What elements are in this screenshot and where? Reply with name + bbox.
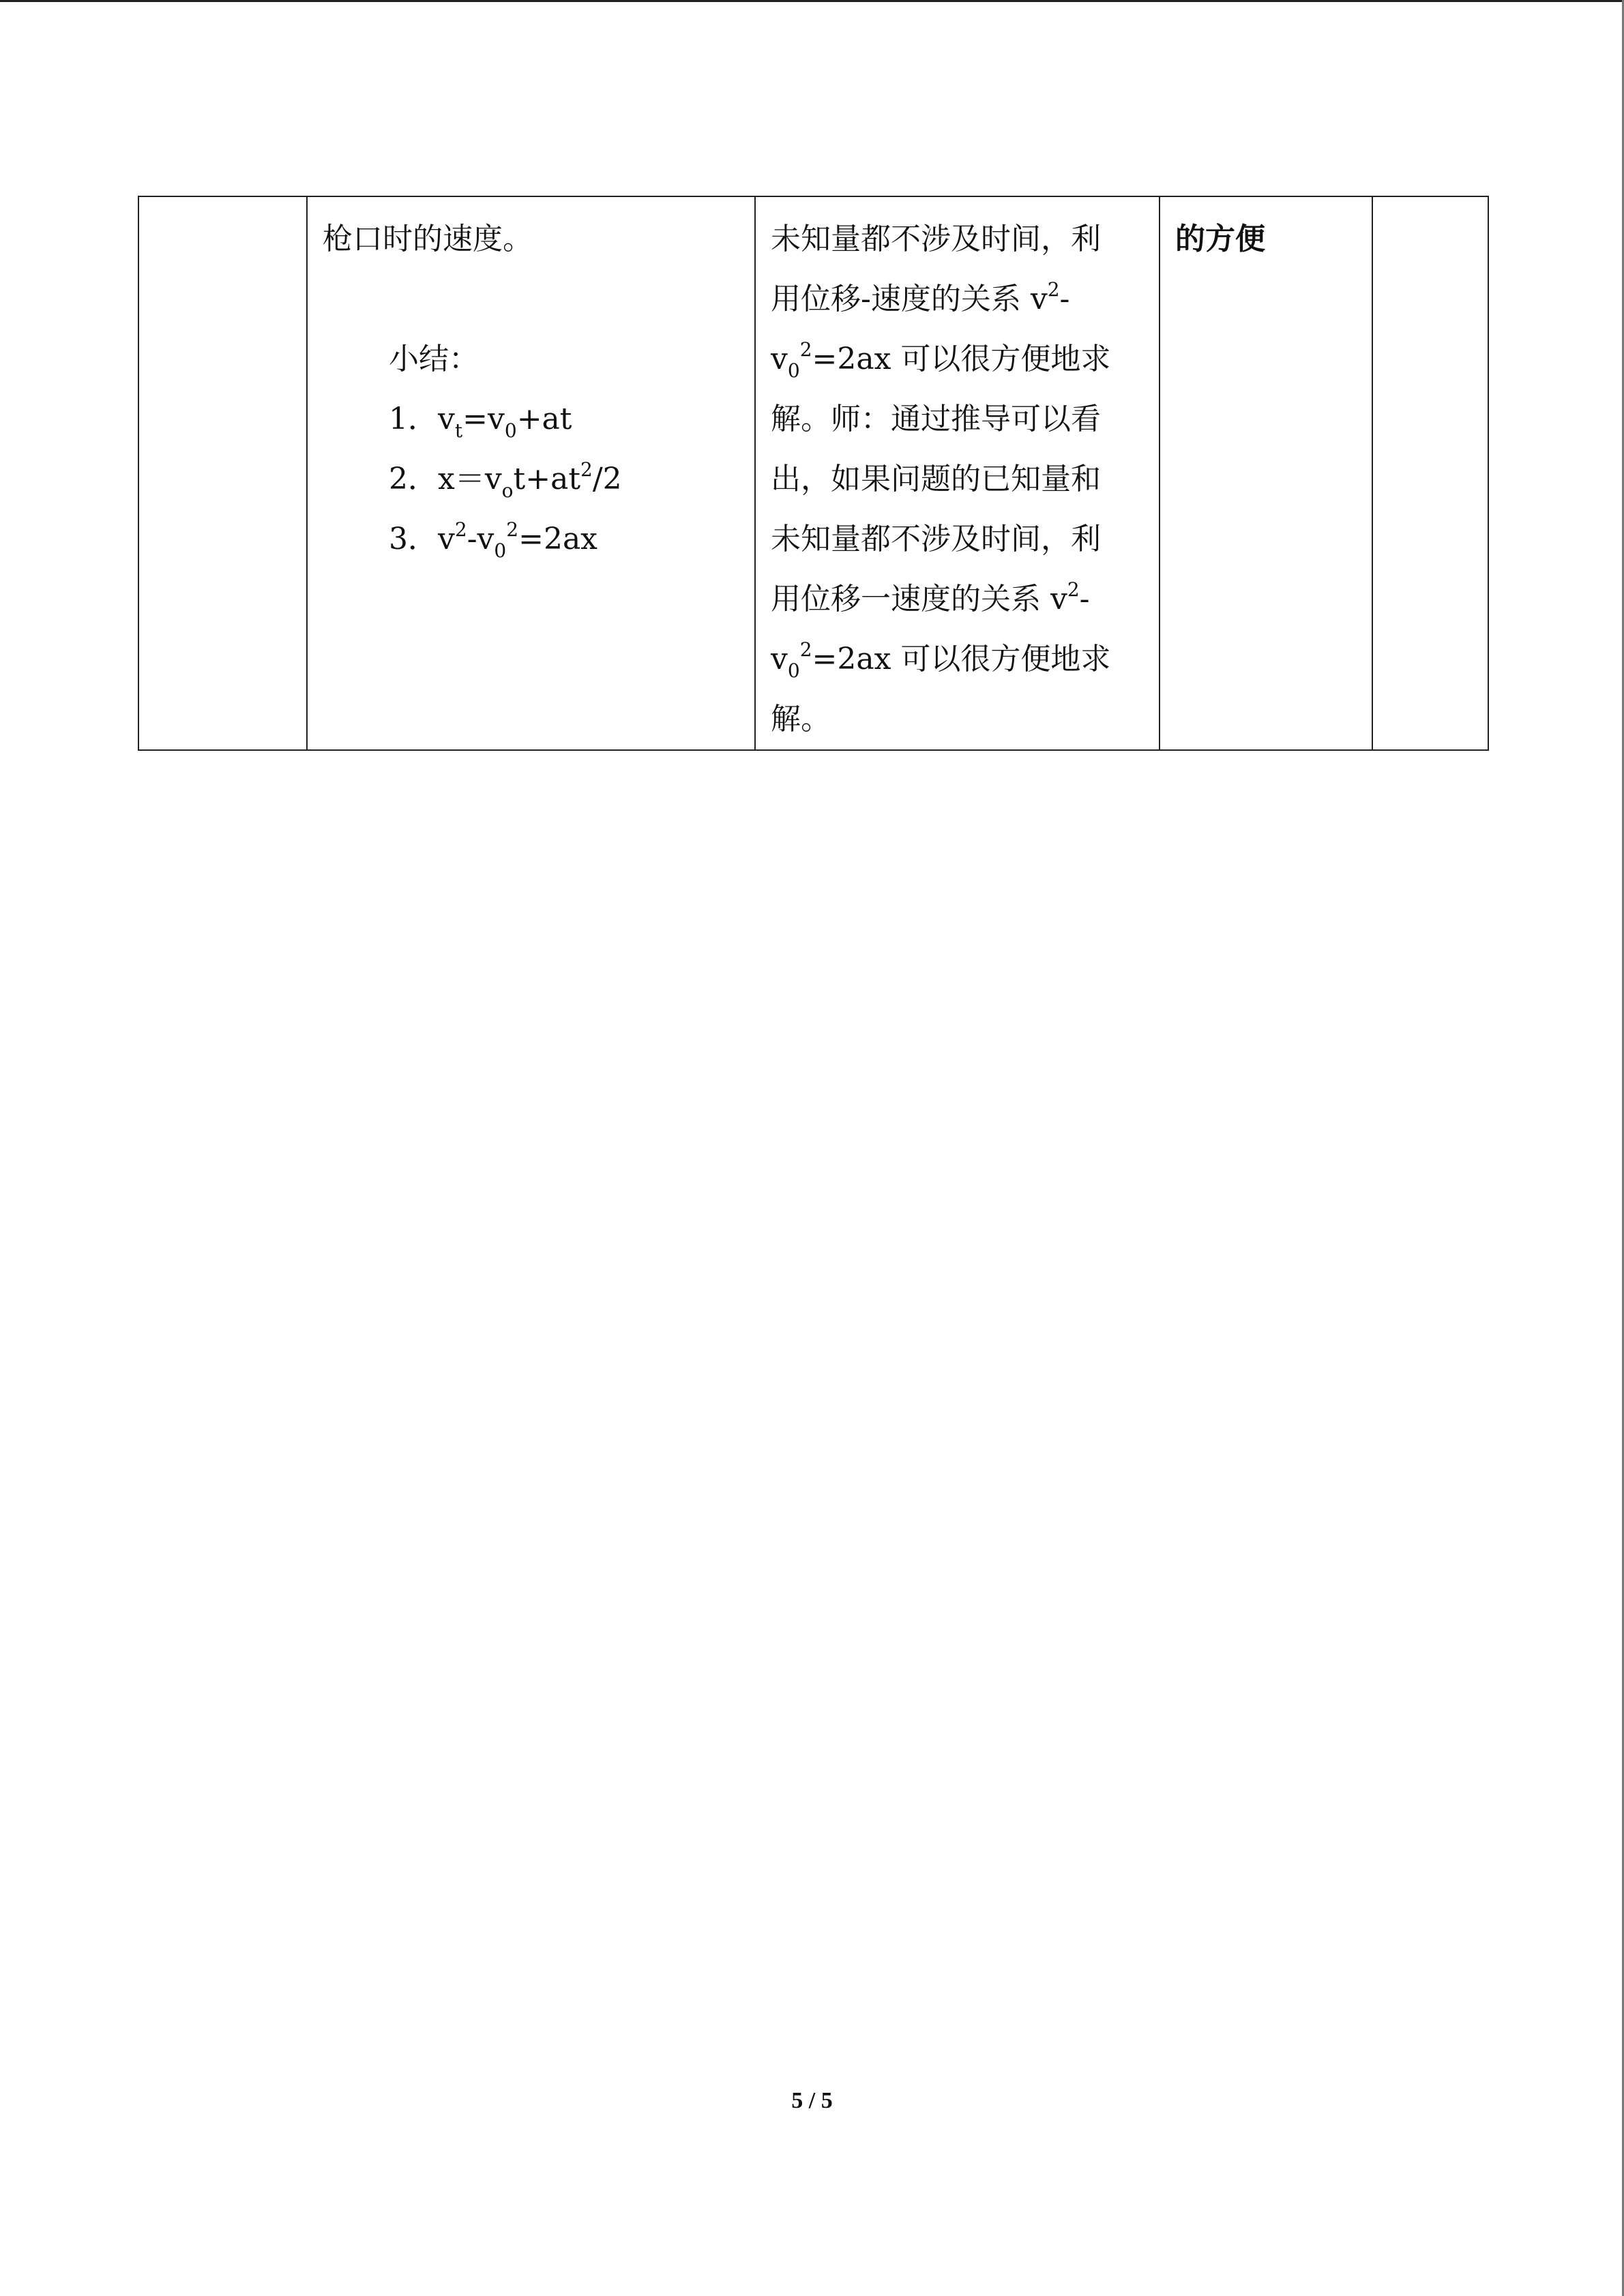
superscript: 2	[799, 638, 812, 661]
text-part: =2ax 可以很方便地求	[812, 642, 1111, 676]
formula-subscript: o	[501, 479, 514, 502]
text-part: 用位移一速度的关系 v	[771, 582, 1067, 616]
text-line: 出，如果问题的已知量和	[771, 462, 1101, 496]
formula-part: /2	[592, 462, 622, 496]
text-line: 未知量都不涉及时间，利	[771, 522, 1101, 556]
formula-part: =v	[462, 402, 505, 436]
table-cell-col4	[1160, 196, 1372, 750]
superscript: 2	[799, 338, 812, 361]
page-top-border	[0, 0, 1624, 2]
formula-number: 3．	[389, 522, 438, 556]
formula-3	[323, 509, 741, 569]
formula-part: v	[438, 522, 455, 556]
text-line: 未知量都不涉及时间，利	[771, 222, 1101, 256]
text-part: -	[1059, 282, 1070, 316]
subscript: 0	[787, 359, 800, 382]
text-part: 用位移-速度的关系 v	[771, 282, 1048, 316]
formula-subscript: 0	[494, 539, 507, 562]
formula-part: =2ax	[518, 522, 597, 556]
formula-subscript: t	[454, 419, 463, 442]
formula-subscript: 0	[504, 419, 517, 442]
formula-part: -v	[467, 522, 494, 556]
formula-superscript: 2	[580, 458, 593, 481]
text-line: 解。师：通过推导可以看	[771, 402, 1101, 436]
formula-number: 2．	[389, 462, 438, 496]
text-part: =2ax 可以很方便地求	[812, 342, 1111, 376]
text-line	[771, 269, 1145, 329]
lesson-table	[138, 196, 1489, 751]
formula-part: t+at	[513, 462, 580, 496]
formula-2	[323, 449, 741, 509]
text-part: v	[771, 342, 788, 376]
superscript: 2	[1047, 278, 1060, 301]
text-part: -	[1079, 582, 1090, 616]
table-cell-col1	[138, 196, 307, 750]
summary-title: 小结：	[389, 342, 479, 376]
formula-1	[323, 389, 741, 449]
text-line: 的方便	[1175, 222, 1265, 256]
formula-superscript: 2	[506, 518, 519, 541]
text-part: v	[771, 642, 788, 676]
text-line	[771, 329, 1145, 389]
table-cell-col2	[307, 196, 755, 750]
text-line: 枪口时的速度。	[323, 222, 533, 256]
formula-part: v	[438, 402, 455, 436]
table-cell-col5	[1372, 196, 1488, 750]
superscript: 2	[1067, 578, 1080, 601]
text-line	[771, 569, 1145, 629]
page-number: 5 / 5	[791, 2088, 833, 2113]
formula-part: x＝v	[438, 462, 502, 496]
table-row	[138, 196, 1488, 750]
subscript: 0	[787, 659, 800, 682]
formula-number: 1．	[389, 402, 438, 436]
text-line: 解。	[771, 702, 831, 736]
formula-superscript: 2	[454, 518, 467, 541]
text-line	[771, 629, 1145, 689]
blank-line	[323, 269, 741, 329]
table-cell-col3	[755, 196, 1160, 750]
formula-part: +at	[516, 402, 572, 436]
